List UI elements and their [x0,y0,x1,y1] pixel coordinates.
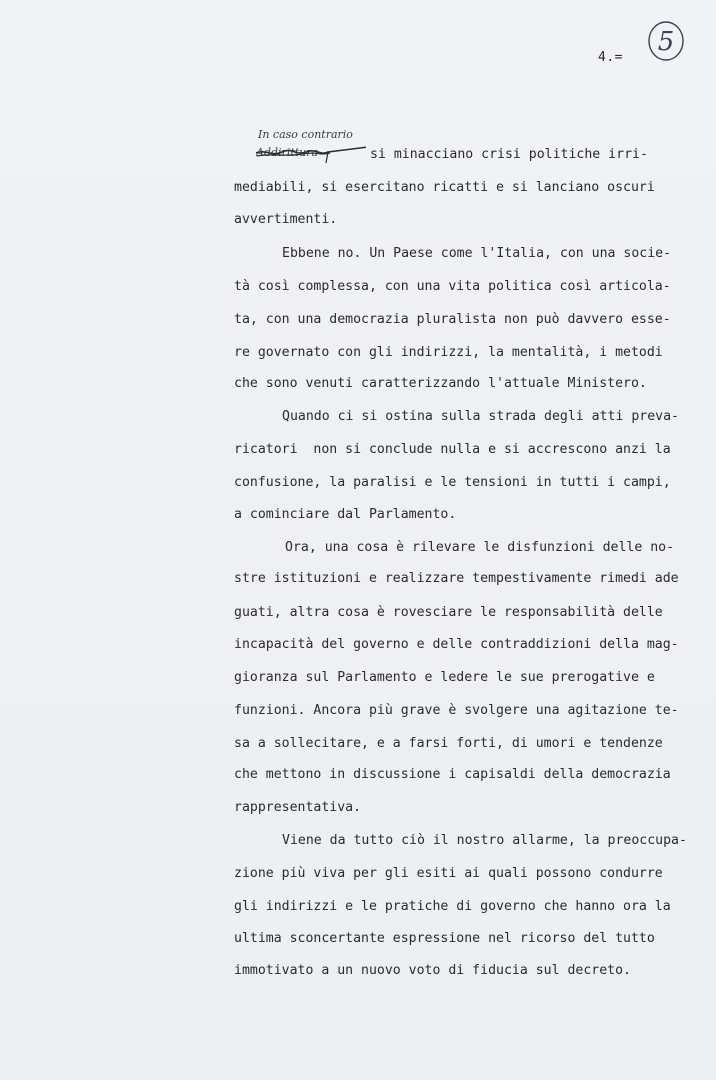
text-line: avvertimenti. [234,212,338,227]
text-line: sa a sollecitare, e a farsi forti, di umori e tendenze [234,736,663,751]
page-number: 4.= [598,50,623,65]
text-line: funzioni. Ancora più grave è svolgere una agitazione te- [234,703,679,718]
text-line: gioranza sul Parlamento e ledere le sue prerogative e [234,670,655,685]
text-line: mediabili, si esercitano ricatti e si lanciano oscuri [234,180,655,195]
folio-number: 5 [657,27,675,57]
text-line: Ora, una cosa è rilevare le disfunzioni delle no- [285,540,675,555]
struck-word-text: Addirittura [256,146,319,159]
text-line: re governato con gli indirizzi, la mentalità, i metodi [234,345,663,360]
text-line: stre istituzioni e realizzare tempestivamente rimedi ade [234,571,679,586]
text-line: rappresentativa. [234,800,362,815]
text-line: immotivato a un nuovo voto di fiducia sul decreto. [234,963,631,978]
text-line: si minacciano crisi politiche irri- [370,147,648,162]
text-line: Viene da tutto ciò il nostro allarme, la preoccupa- [282,833,687,848]
text-line: ta, con una democrazia pluralista non può davvero esse- [234,312,671,327]
text-line: Quando ci si ostina sulla strada degli atti preva- [282,409,679,424]
text-line: guati, altra cosa è rovesciare le responsabilità delle [234,605,663,620]
text-line: che sono venuti caratterizzando l'attuale Ministero. [234,376,647,391]
text-line: zione più viva per gli esiti ai quali possono condurre [234,866,663,881]
text-line: confusione, la paralisi e le tensioni in tutti i campi, [234,475,671,490]
text-line: tà così complessa, con una vita politica così articola- [234,279,671,294]
text-line: incapacità del governo e delle contraddizioni della mag- [234,637,679,652]
handwritten-insertion: In caso contrario [258,128,353,141]
struck-out-word [256,143,366,165]
text-line: ricatori non si conclude nulla e si accrescono anzi la [234,442,671,457]
text-line: Ebbene no. Un Paese come l'Italia, con una socie- [282,246,672,261]
text-line: ultima sconcertante espressione nel ricorso del tutto [234,931,655,946]
circled-folio-number [646,19,686,63]
text-line: gli indirizzi e le pratiche di governo che hanno ora la [234,899,671,914]
text-line: a cominciare dal Parlamento. [234,507,457,522]
text-line: che mettono in discussione i capisaldi della democrazia [234,767,671,782]
